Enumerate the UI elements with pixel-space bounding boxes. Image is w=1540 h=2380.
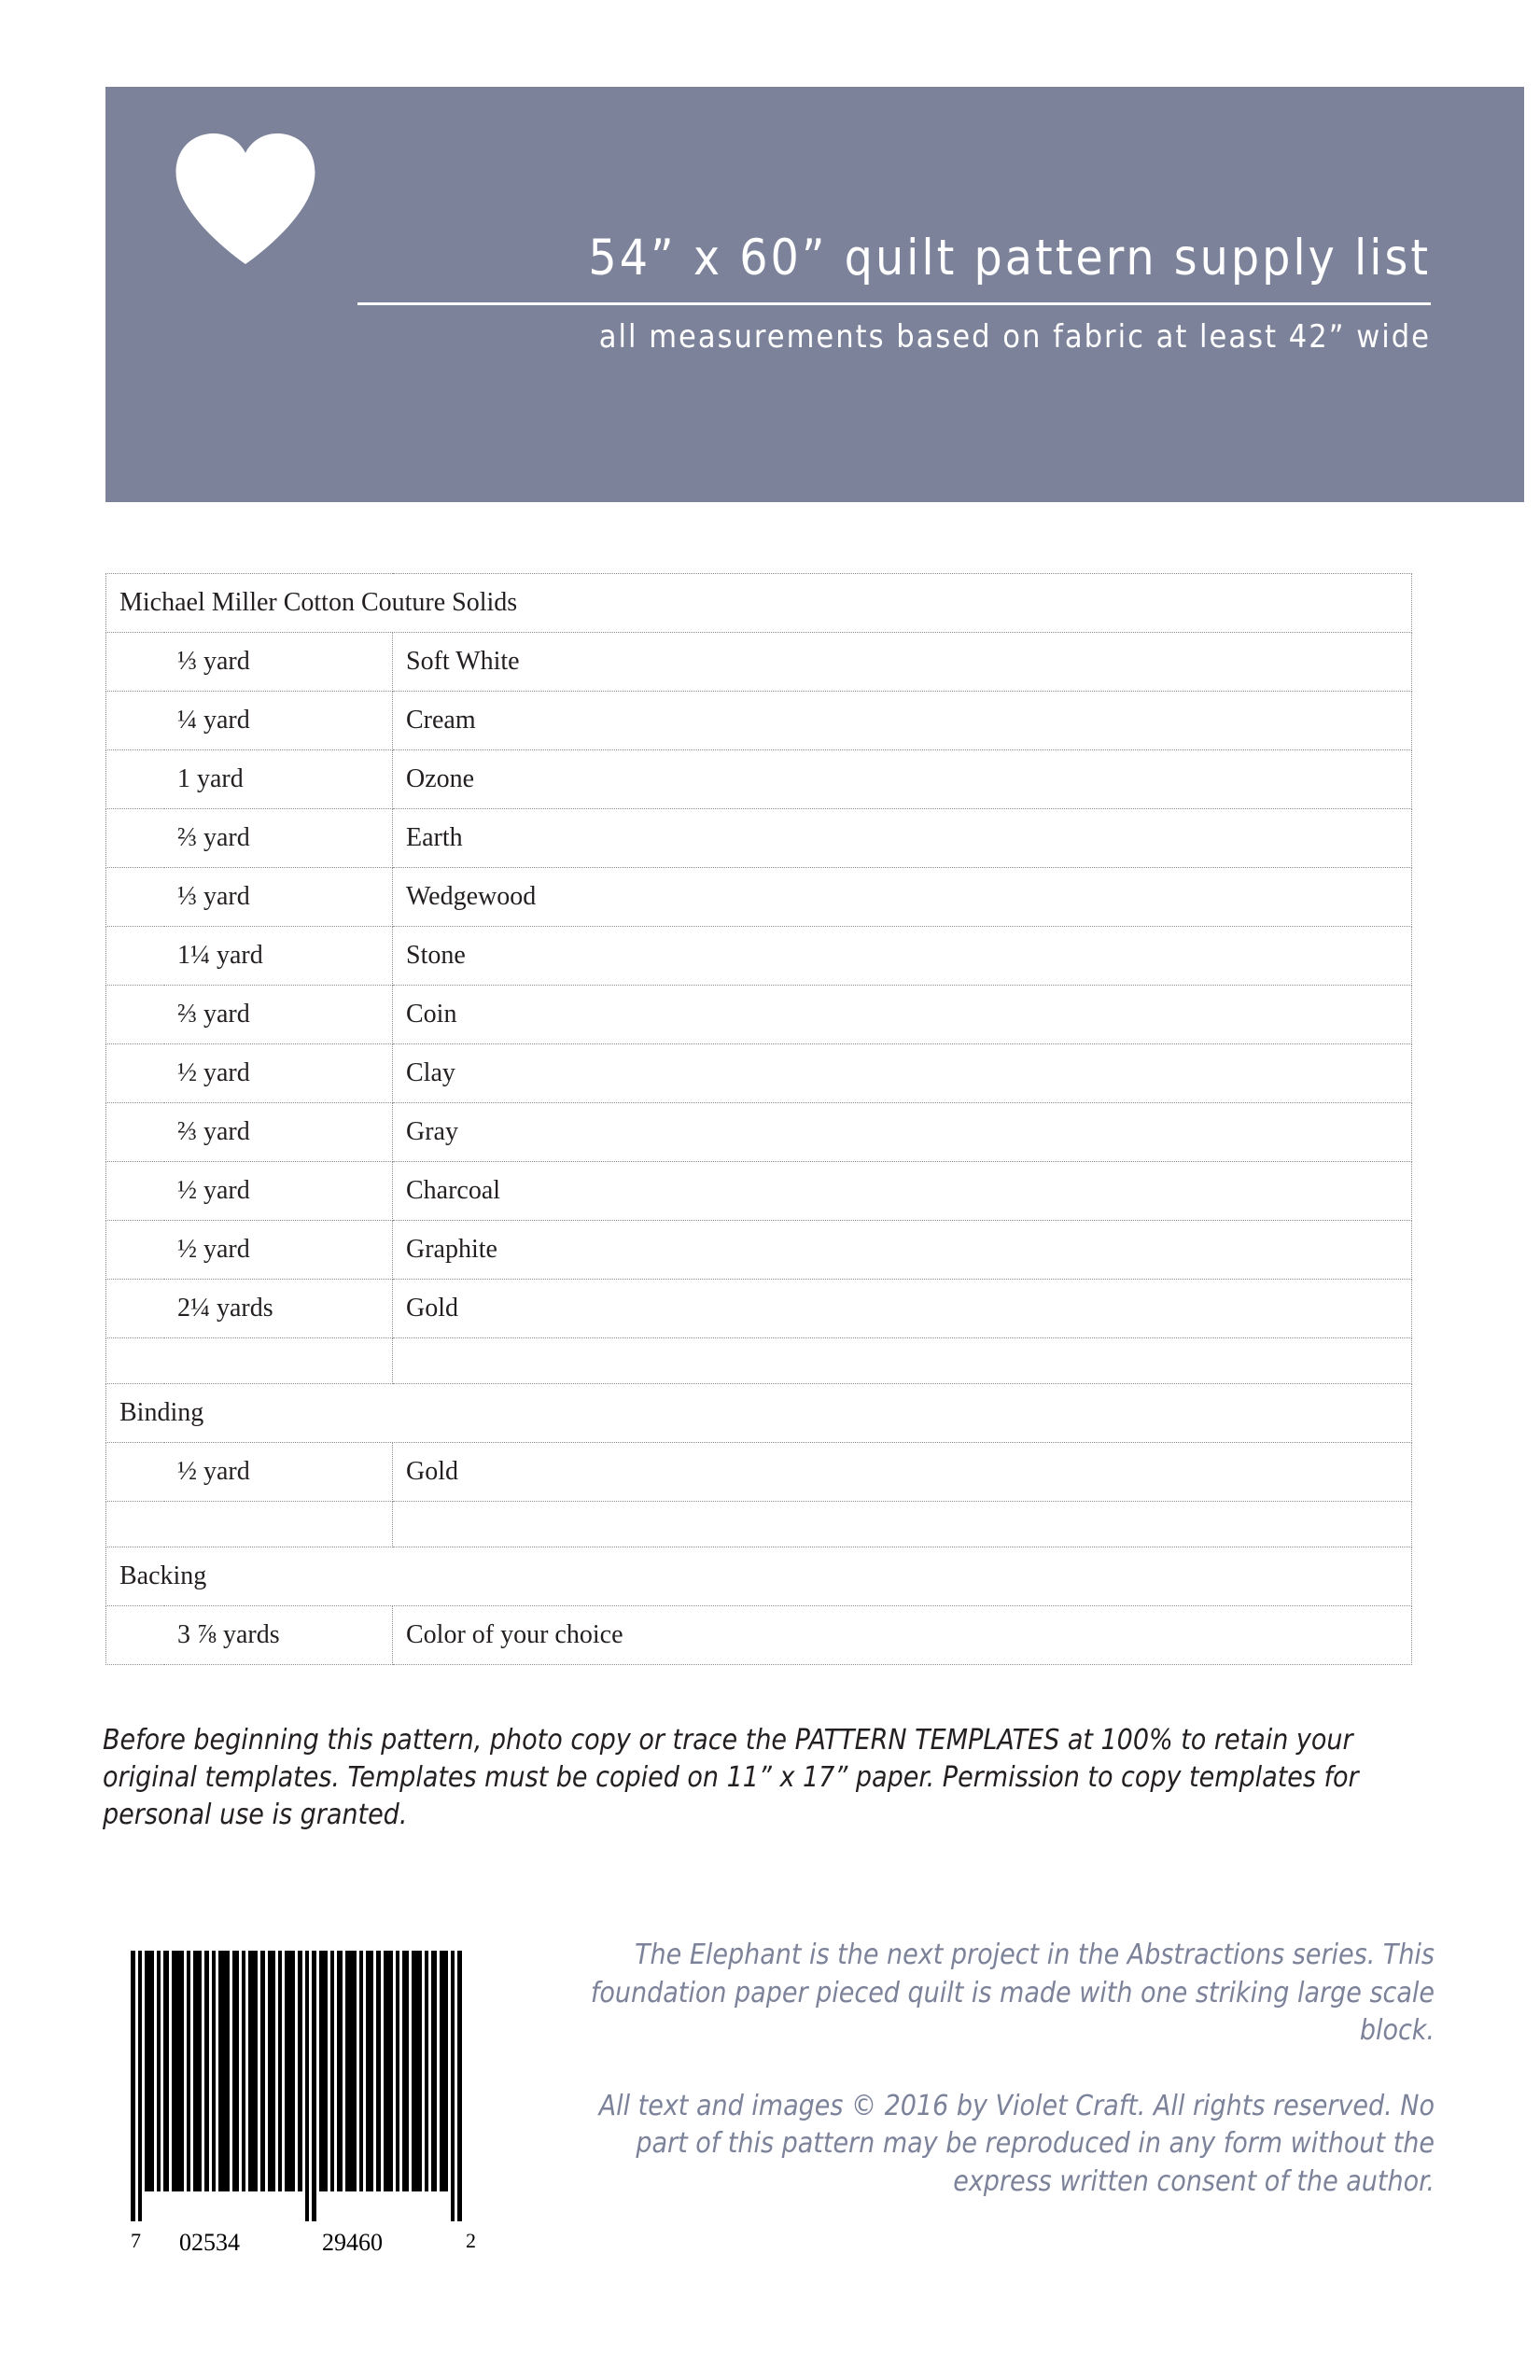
row-indent <box>106 1443 165 1502</box>
footer-copyright: All text and images © 2016 by Violet Craft. All rights reserved. No part of this pattern may be reproduced in any form without the express written consent of the author. <box>598 2089 1435 2198</box>
row-fabric-name: Cream <box>393 692 1412 750</box>
row-fabric-name: Gold <box>393 1443 1412 1502</box>
table-row <box>106 1280 1412 1338</box>
row-fabric-name: Clay <box>393 1044 1412 1103</box>
row-indent <box>106 1338 165 1384</box>
row-fabric-name: Soft White <box>393 633 1412 692</box>
row-fabric-name: Graphite <box>393 1221 1412 1280</box>
row-quantity: ½ yard <box>164 1443 393 1502</box>
header-subtitle: all measurements based on fabric at least 42” wide <box>598 318 1431 357</box>
row-quantity <box>164 1338 393 1384</box>
table-spacer-row <box>106 1502 1412 1547</box>
table-group-header-row <box>106 574 1412 633</box>
row-indent <box>106 1044 165 1103</box>
table-row <box>106 692 1412 750</box>
row-quantity: ⅓ yard <box>164 633 393 692</box>
row-fabric-name: Coin <box>393 986 1412 1044</box>
row-indent <box>106 1502 165 1547</box>
row-indent <box>106 927 165 986</box>
row-fabric-name <box>393 1502 1412 1547</box>
footer-blurb: The Elephant is the next project in the Abstractions series. This foundation paper pieced quilt is made with one striking large scale block. <box>590 1939 1435 2047</box>
table-row <box>106 1044 1412 1103</box>
row-quantity: ⅔ yard <box>164 986 393 1044</box>
table-group-header-row <box>106 1547 1412 1606</box>
row-quantity: 1 yard <box>164 750 393 809</box>
table-row <box>106 1162 1412 1221</box>
table-row <box>106 1103 1412 1162</box>
table-row <box>106 986 1412 1044</box>
group-label: Backing <box>106 1547 1412 1606</box>
row-indent <box>106 868 165 927</box>
page-title: 54” x 60” quilt pattern supply list <box>588 230 1431 287</box>
row-quantity <box>164 1502 393 1547</box>
row-indent <box>106 1221 165 1280</box>
header-divider <box>357 302 1431 305</box>
row-indent <box>106 809 165 868</box>
barcode-right-digits: 29460 <box>322 2229 383 2256</box>
row-quantity: ½ yard <box>164 1162 393 1221</box>
row-fabric-name <box>393 1338 1412 1384</box>
row-fabric-name: Color of your choice <box>393 1606 1412 1665</box>
row-fabric-name: Gray <box>393 1103 1412 1162</box>
row-quantity: ½ yard <box>164 1221 393 1280</box>
row-indent <box>106 692 165 750</box>
barcode-bars <box>131 1951 476 2221</box>
group-label: Binding <box>106 1384 1412 1443</box>
table-row <box>106 809 1412 868</box>
row-fabric-name: Stone <box>393 927 1412 986</box>
barcode <box>131 1951 476 2259</box>
table-row <box>106 1606 1412 1665</box>
group-label: Michael Miller Cotton Couture Solids <box>106 574 1412 633</box>
footer-text-block <box>548 1937 1435 2201</box>
table-row <box>106 868 1412 927</box>
table-row <box>106 750 1412 809</box>
row-quantity: ⅔ yard <box>164 1103 393 1162</box>
row-indent <box>106 1280 165 1338</box>
row-indent <box>106 986 165 1044</box>
table-row <box>106 1221 1412 1280</box>
header-band <box>105 87 1524 502</box>
row-indent <box>106 1103 165 1162</box>
row-quantity: ½ yard <box>164 1044 393 1103</box>
row-indent <box>106 633 165 692</box>
instructions-paragraph: Before beginning this pattern, photo copy or trace the PATTERN TEMPLATES at 100% to retain your original templates. Templates must be copied on 11” x 17” paper. Permission to copy templates for personal use is granted. <box>103 1724 1359 1831</box>
table-spacer-row <box>106 1338 1412 1384</box>
row-fabric-name: Earth <box>393 809 1412 868</box>
row-indent <box>106 750 165 809</box>
heart-icon <box>175 133 315 264</box>
table-row <box>106 1443 1412 1502</box>
row-fabric-name: Wedgewood <box>393 868 1412 927</box>
barcode-left-digits: 02534 <box>179 2229 240 2256</box>
row-quantity: ⅔ yard <box>164 809 393 868</box>
header-text-block <box>357 231 1431 356</box>
row-fabric-name: Charcoal <box>393 1162 1412 1221</box>
row-quantity: 2¼ yards <box>164 1280 393 1338</box>
row-quantity: ⅓ yard <box>164 868 393 927</box>
barcode-lead-digit: 7 <box>131 2229 141 2252</box>
row-indent <box>106 1162 165 1221</box>
row-indent <box>106 1606 165 1665</box>
table-row <box>106 927 1412 986</box>
table-row <box>106 633 1412 692</box>
row-fabric-name: Gold <box>393 1280 1412 1338</box>
row-quantity: 3 ⅞ yards <box>164 1606 393 1665</box>
supply-list-table <box>105 573 1412 1665</box>
row-fabric-name: Ozone <box>393 750 1412 809</box>
table-group-header-row <box>106 1384 1412 1443</box>
row-quantity: ¼ yard <box>164 692 393 750</box>
barcode-check-digit: 2 <box>466 2229 476 2252</box>
row-quantity: 1¼ yard <box>164 927 393 986</box>
